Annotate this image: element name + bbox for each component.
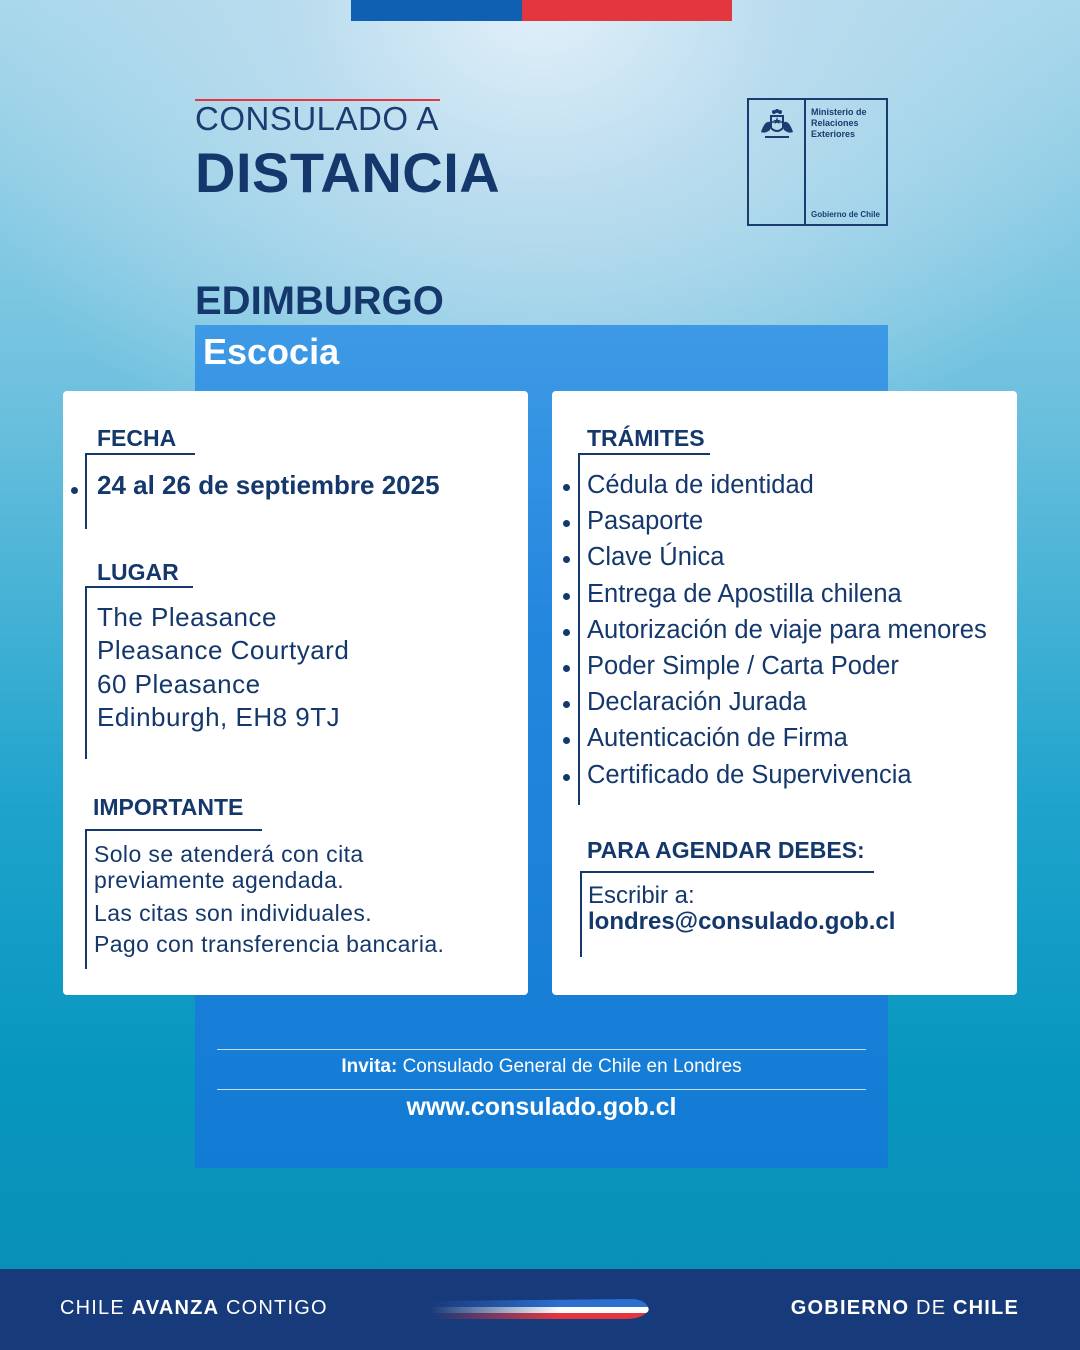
- lugar-underline: [85, 586, 193, 588]
- gobierno-label-bottom: GOBIERNO DE CHILE: [790, 1297, 1019, 1319]
- flag-stripe-blue: [351, 0, 522, 21]
- fecha-underline: [85, 453, 195, 455]
- fecha-vbar: [85, 453, 87, 529]
- bullet: [563, 484, 570, 491]
- lugar-line: Edinburgh, EH8 9TJ: [97, 702, 341, 732]
- lugar-line: The Pleasance: [97, 602, 277, 632]
- importante-title: IMPORTANTE: [93, 794, 244, 820]
- bullet: [563, 520, 570, 527]
- bullet: [563, 701, 570, 708]
- tramite-item: Entrega de Apostilla chilena: [587, 579, 902, 608]
- importante-line: Las citas son individuales.: [94, 900, 373, 926]
- importante-line: previamente agendada.: [94, 867, 345, 893]
- ministry-logo: [747, 98, 888, 226]
- title-small: CONSULADO A: [195, 100, 439, 137]
- bullet: [563, 737, 570, 744]
- bullet: [563, 665, 570, 672]
- importante-line: Solo se atenderá con cita: [94, 841, 364, 867]
- title-big: DISTANCIA: [195, 141, 501, 204]
- slogan: CHILE AVANZA CONTIGO: [60, 1297, 328, 1319]
- agendar-underline: [580, 871, 874, 873]
- city-name: EDIMBURGO: [195, 279, 444, 323]
- tramite-item: Declaración Jurada: [587, 688, 807, 717]
- footer-line-top: [217, 1049, 866, 1050]
- lugar-title: LUGAR: [97, 559, 179, 585]
- info-card-right: [552, 391, 1017, 995]
- agendar-vbar: [580, 871, 582, 957]
- agendar-line: Escribir a:: [588, 882, 695, 909]
- tramite-item: Autorización de viaje para menores: [587, 615, 987, 644]
- website-link[interactable]: www.consulado.gob.cl: [406, 1093, 677, 1121]
- bullet: [563, 556, 570, 563]
- bullet: [71, 487, 78, 494]
- agendar-email[interactable]: londres@consulado.gob.cl: [588, 908, 896, 935]
- footer-line-bottom: [217, 1089, 866, 1090]
- tramite-item: Autenticación de Firma: [587, 724, 848, 753]
- logo-divider: [804, 100, 806, 224]
- tramites-vbar: [578, 453, 580, 805]
- fecha-value: 24 al 26 de septiembre 2025: [97, 470, 440, 500]
- bullet: [563, 774, 570, 781]
- tramite-item: Certificado de Supervivencia: [587, 760, 912, 789]
- importante-vbar: [85, 829, 87, 969]
- tramites-title: TRÁMITES: [587, 425, 705, 451]
- fecha-title: FECHA: [97, 425, 177, 451]
- importante-underline: [85, 829, 262, 831]
- lugar-line: 60 Pleasance: [97, 669, 261, 699]
- ministry-name: Ministerio de Relaciones Exteriores: [811, 107, 867, 139]
- tramite-item: Pasaporte: [587, 507, 704, 536]
- lugar-line: Pleasance Courtyard: [97, 635, 350, 665]
- flag-swoosh-icon: [430, 1293, 652, 1323]
- flag-stripe: [351, 0, 732, 21]
- flag-stripe-red: [522, 0, 732, 21]
- info-card-left: [63, 391, 528, 995]
- tramite-item: Clave Única: [587, 543, 725, 572]
- bullet: [563, 629, 570, 636]
- gobierno-label: Gobierno de Chile: [811, 210, 880, 219]
- tramite-item: Cédula de identidad: [587, 471, 814, 499]
- lugar-vbar: [85, 586, 87, 759]
- bullet: [563, 593, 570, 600]
- tramite-item: Poder Simple / Carta Poder: [587, 652, 899, 680]
- country-name: Escocia: [203, 331, 340, 372]
- agendar-title: PARA AGENDAR DEBES:: [587, 837, 865, 863]
- importante-line: Pago con transferencia bancaria.: [94, 931, 445, 957]
- invita-text: Invita: Consulado General de Chile en Londres: [341, 1056, 742, 1077]
- tramites-underline: [578, 453, 710, 455]
- coat-of-arms-icon: [757, 108, 797, 144]
